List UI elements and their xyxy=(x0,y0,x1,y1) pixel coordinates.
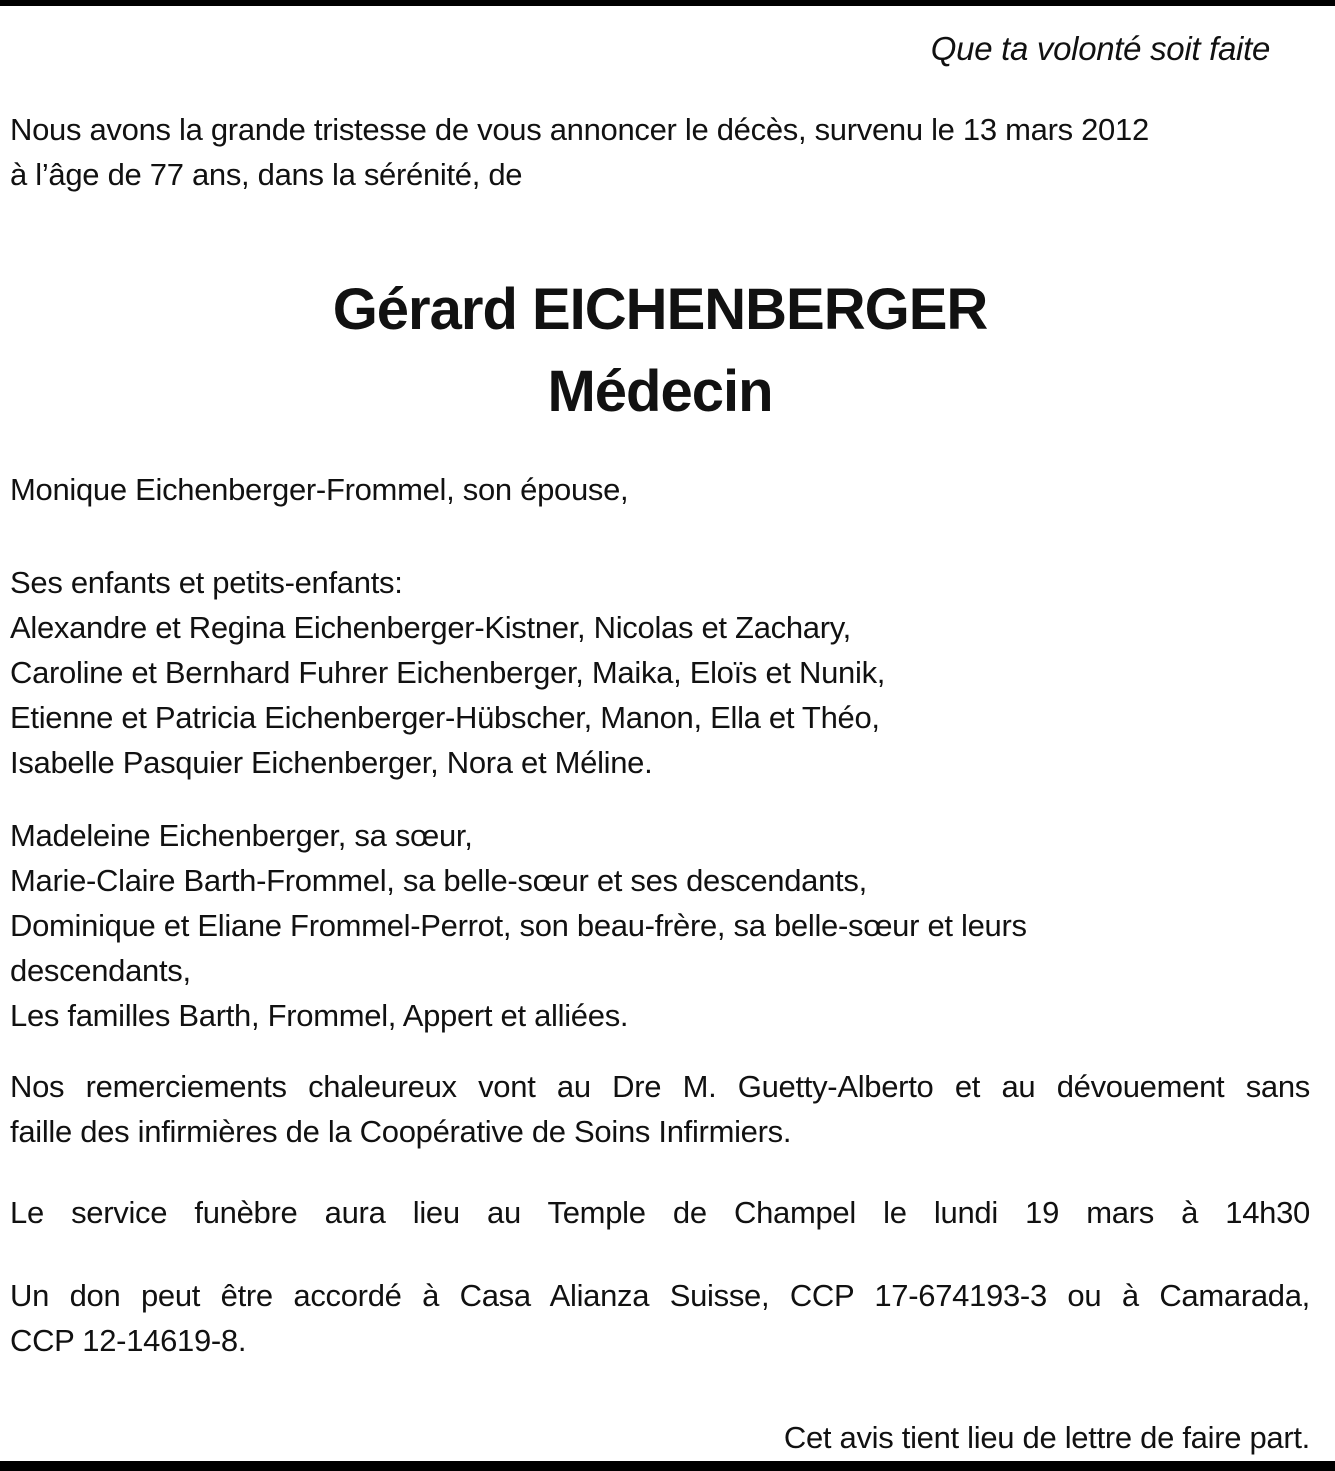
top-rule xyxy=(0,0,1335,6)
service-paragraph xyxy=(10,1190,1310,1235)
intro-line: Nous avons la grande tristesse de vous annoncer le décès, survenu le 13 mars 2012 xyxy=(10,112,1149,147)
children-header: Ses enfants et petits-enfants: xyxy=(10,565,403,600)
relatives-line: Les familles Barth, Frommel, Appert et alliées. xyxy=(10,998,629,1033)
donation-paragraph xyxy=(10,1273,1310,1363)
spouse-line: Monique Eichenberger-Frommel, son épouse, xyxy=(10,472,629,507)
children-line: Etienne et Patricia Eichenberger-Hübscher, Manon, Ella et Théo, xyxy=(10,700,880,735)
announcement-intro xyxy=(10,107,1310,197)
relatives-line: Dominique et Eliane Frommel-Perrot, son beau-frère, sa belle-sœur et leurs xyxy=(10,908,1027,943)
service-line: Le service funèbre aura lieu au Temple de Champel le lundi 19 mars à 14h30 xyxy=(10,1195,1310,1230)
thanks-line: Nos remerciements chaleureux vont au Dre M. Guetty-Alberto et au dévouement sans xyxy=(10,1069,1310,1104)
deceased-profession: Médecin xyxy=(547,359,773,424)
relatives-line: descendants, xyxy=(10,953,191,988)
children-line: Isabelle Pasquier Eichenberger, Nora et Méline. xyxy=(10,745,653,780)
epigraph: Que ta volonté soit faite xyxy=(930,30,1270,67)
children-line: Caroline et Bernhard Fuhrer Eichenberger, Maika, Eloïs et Nunik, xyxy=(10,655,886,690)
obituary-notice xyxy=(0,26,1335,1460)
closing-line: Cet avis tient lieu de lettre de faire part. xyxy=(783,1420,1310,1455)
children-section xyxy=(10,560,1310,785)
donation-line: CCP 12-14619-8. xyxy=(10,1323,247,1358)
thanks-line: faille des infirmières de la Coopérative de Soins Infirmiers. xyxy=(10,1114,792,1149)
relatives-section xyxy=(10,813,1310,1038)
children-line: Alexandre et Regina Eichenberger-Kistner, Nicolas et Zachary, xyxy=(10,610,851,645)
donation-line: Un don peut être accordé à Casa Alianza Suisse, CCP 17-674193-3 ou à Camarada, xyxy=(10,1278,1310,1313)
deceased-name: Gérard EICHENBERGER xyxy=(332,277,988,342)
relatives-line: Madeleine Eichenberger, sa sœur, xyxy=(10,818,473,853)
relatives-line: Marie-Claire Barth-Frommel, sa belle-sœur et ses descendants, xyxy=(10,863,867,898)
thanks-paragraph xyxy=(10,1064,1310,1154)
intro-line: à l’âge de 77 ans, dans la sérénité, de xyxy=(10,157,523,192)
bottom-rule xyxy=(0,1461,1335,1471)
deceased-title-block xyxy=(10,269,1310,433)
